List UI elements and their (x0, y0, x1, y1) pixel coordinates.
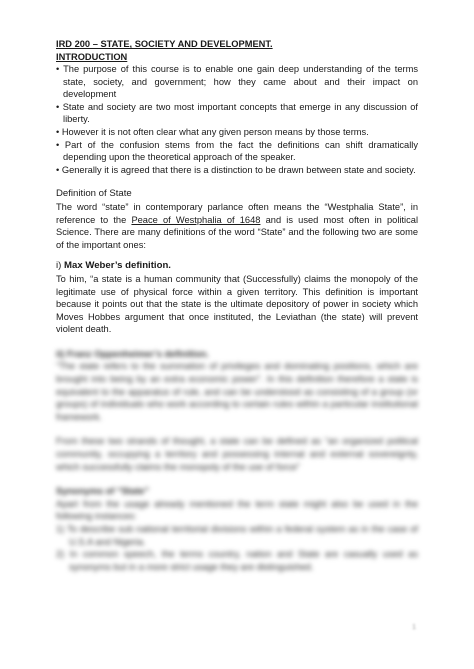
weber-number: i) (56, 260, 64, 272)
definition-heading: Definition of State (56, 188, 132, 200)
synonyms-heading: Synonyms of “State” (56, 486, 149, 497)
westphalia-link[interactable]: Peace of Westphalia of 1648 (131, 214, 261, 225)
page-number: 1 (412, 624, 416, 631)
synonyms-paragraph: Apart from the usage already mentioned the term state might also be used in the following instances: (56, 498, 418, 522)
intro-bullet: • Generally it is agreed that there is a distinction to be drawn between state and society. (56, 164, 416, 175)
document-title: IRD 200 – STATE, SOCIETY AND DEVELOPMENT. (56, 39, 273, 49)
blurred-preview-region (56, 348, 418, 574)
oppenheimer-heading: ii) Franz Oppenheimer’s definition. (56, 348, 209, 359)
introduction-heading: INTRODUCTION (56, 51, 128, 62)
definition-paragraph (56, 201, 418, 251)
intro-bullet: • The purpose of this course is to enable one gain deep understanding of the terms state, society, and government; how they came about and their impact on development (56, 64, 418, 100)
synonym-item: 1) To describe sub national territorial divisions within a federal system as in the case of U.S.A and Nigeria. (56, 524, 418, 547)
oppenheimer-paragraph: “The state refers to the summation of privileges and dominating positions, which are brought into being by an extra economic power”. In this definition therefore a state is equivalent to the apparatus of rule, and can be understood as consisting of a group (or groups) of individuals who work according to certain rules within a particular institutional framework. (56, 361, 418, 422)
weber-heading (56, 260, 418, 273)
intro-bullet: • Part of the confusion stems from the fact the definitions can shift dramatically depending upon the theoretical approach of the speaker. (56, 139, 418, 163)
intro-bullet: • However it is not often clear what any given person means by those terms. (56, 126, 369, 137)
definition-text-start: The word “state” in contemporary parlance often means the “Westphalia State”, in reference to the (56, 201, 418, 225)
intro-bullet: • State and society are two most important concepts that emerge in any discussion of liberty. (56, 101, 418, 125)
weber-heading-text: Max Weber’s definition. (64, 260, 171, 272)
synthesis-paragraph: From these two strands of thought, a state can be defined as “an organized political community, occupying a territory and possessing internal and external sovereignty, which successfully claims the monopoly of the use of force” (56, 436, 418, 472)
definition-text-end: and is used most often in political Science. There are many definitions of the word “State” and the following two are some of the important ones: (56, 214, 419, 250)
synonym-item: 2) In common speech, the terms country, nation and State are casually used as synonyms but in a more strict usage they are distinguished. (56, 549, 418, 572)
weber-paragraph: To him, “a state is a human community that (Successfully) claims the monopoly of the legitimate use of physical force within a given territory. This definition is important because it points out that the state is the ultimate depository of power in society which Moves Hobbes argument that once instituted, the Leviathan (the state) will prevent violent death. (56, 273, 418, 335)
